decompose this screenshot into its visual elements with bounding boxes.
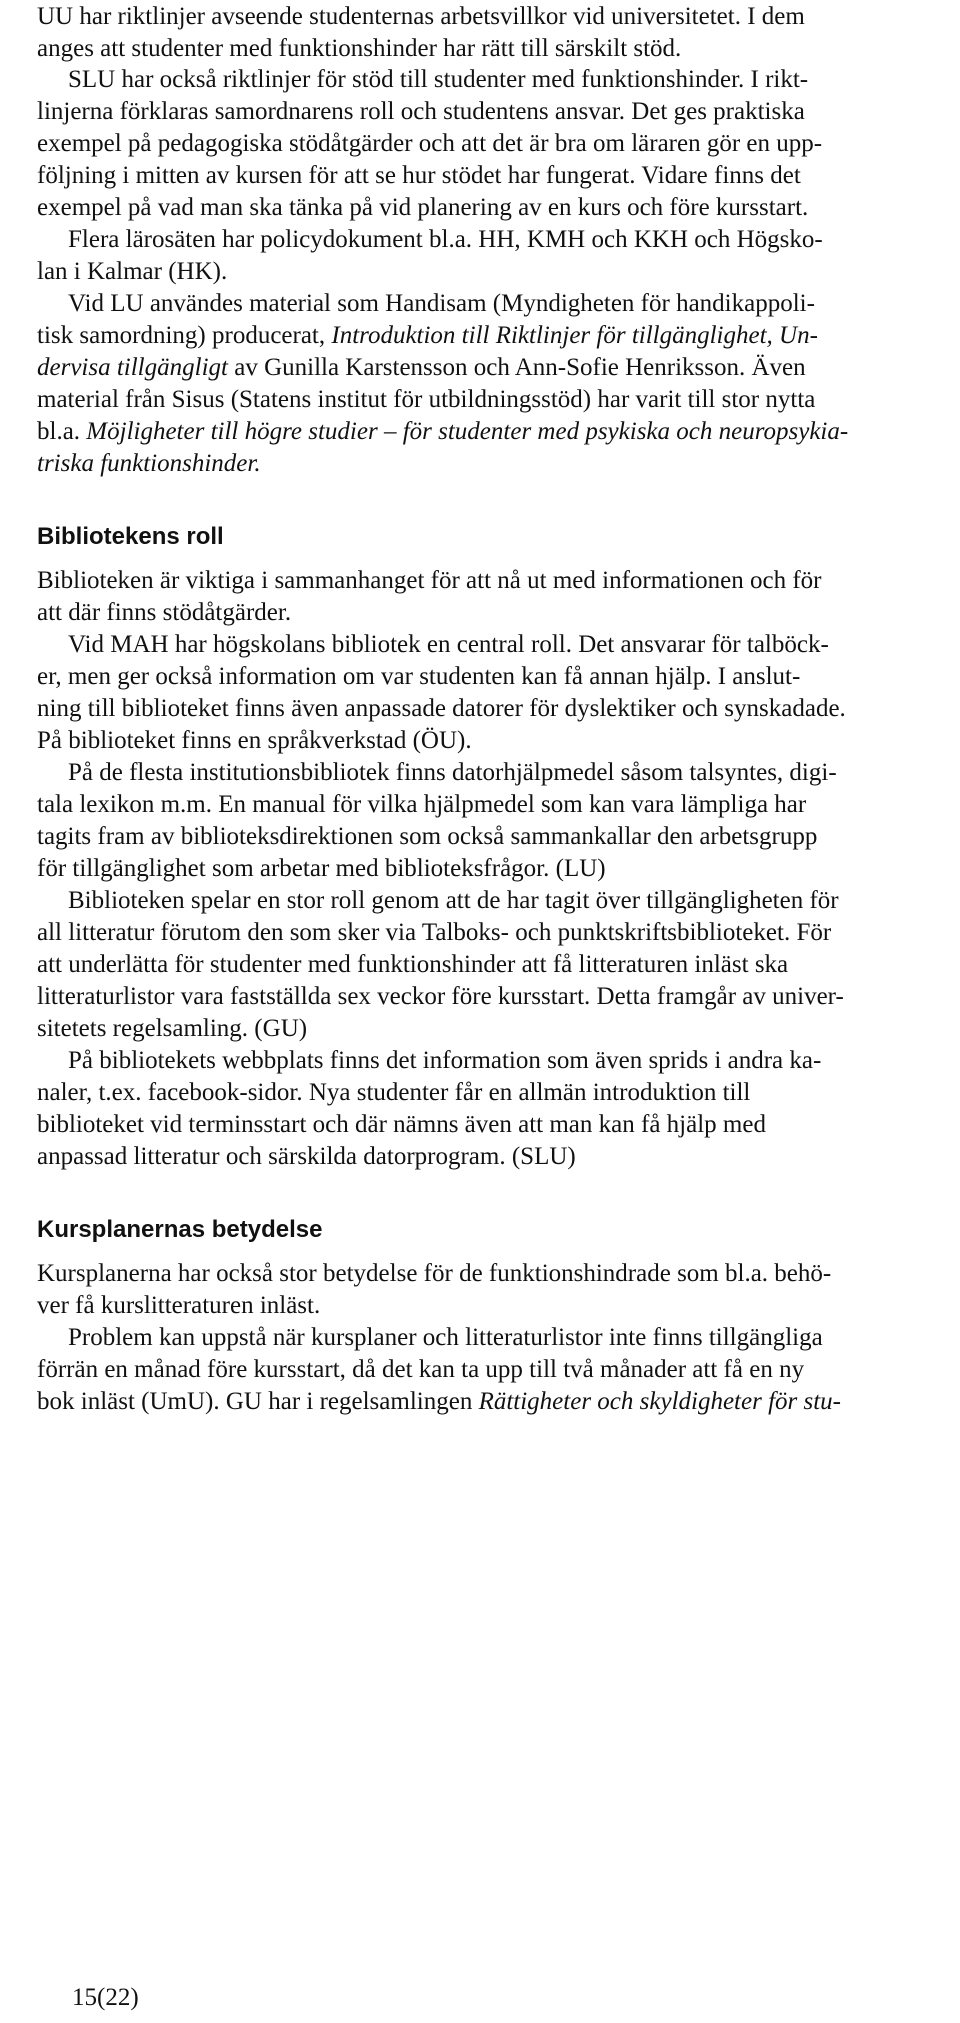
- plain-text: bok inläst (UmU). GU har i regelsamlingen: [37, 1388, 479, 1415]
- section-heading: Bibliotekens roll: [37, 523, 224, 550]
- body-line: anpassad litteratur och särskilda datorprogram. (SLU): [37, 1143, 576, 1170]
- body-line: sitetets regelsamling. (GU): [37, 1015, 308, 1042]
- body-line: Vid LU användes material som Handisam (Myndigheten för handikappoli-: [68, 290, 815, 317]
- body-line: er, men ger också information om var studenten kan få annan hjälp. I anslut-: [37, 663, 801, 690]
- body-line: exempel på pedagogiska stödåtgärder och att det är bra om läraren gör en upp-: [37, 130, 823, 157]
- italic-title: triska funktionshinder.: [37, 450, 261, 477]
- body-line: material från Sisus (Statens institut för utbildningsstöd) har varit till stor nytta: [37, 386, 816, 413]
- body-line: biblioteket vid terminsstart och där nämns även att man kan få hjälp med: [37, 1111, 766, 1138]
- plain-text: tisk samordning) producerat,: [37, 322, 332, 349]
- plain-text: av Gunilla Karstensson och Ann-Sofie Henriksson. Även: [227, 354, 806, 381]
- body-line: Vid MAH har högskolans bibliotek en central roll. Det ansvarar för talböck-: [68, 631, 829, 658]
- body-line: UU har riktlinjer avseende studenternas arbetsvillkor vid universitetet. I dem: [37, 3, 805, 30]
- body-line: [37, 451, 261, 476]
- body-line: Biblioteken är viktiga i sammanhanget för att nå ut med informationen och för: [37, 567, 822, 594]
- page-number: 15(22): [72, 1984, 139, 2011]
- body-line: ning till biblioteket finns även anpassade datorer för dyslektiker och synskadade.: [37, 695, 846, 722]
- body-line: lan i Kalmar (HK).: [37, 258, 228, 285]
- body-line: litteraturlistor vara fastställda sex veckor före kursstart. Detta framgår av univer-: [37, 983, 844, 1010]
- body-line: ver få kurslitteraturen inläst.: [37, 1292, 321, 1319]
- body-line: [37, 355, 806, 380]
- body-line: [37, 1389, 841, 1414]
- body-line: att där finns stödåtgärder.: [37, 599, 292, 626]
- body-line: anges att studenter med funktionshinder har rätt till särskilt stöd.: [37, 35, 682, 62]
- plain-text: bl.a.: [37, 418, 87, 445]
- body-line: Flera lärosäten har policydokument bl.a. HH, KMH och KKH och Högsko-: [68, 226, 823, 253]
- body-line: SLU har också riktlinjer för stöd till studenter med funktionshinder. I rikt-: [68, 66, 809, 93]
- body-line: naler, t.ex. facebook-sidor. Nya studenter får en allmän introduktion till: [37, 1079, 751, 1106]
- body-line: för tillgänglighet som arbetar med biblioteksfrågor. (LU): [37, 855, 606, 882]
- body-line: förrän en månad före kursstart, då det kan ta upp till två månader att få en ny: [37, 1356, 805, 1383]
- body-line: På de flesta institutionsbibliotek finns datorhjälpmedel såsom talsyntes, digi-: [68, 759, 837, 786]
- body-line: På bibliotekets webbplats finns det information som även sprids i andra ka-: [68, 1047, 822, 1074]
- body-line: tagits fram av biblioteksdirektionen som också sammankallar den arbetsgrupp: [37, 823, 818, 850]
- body-line: På biblioteket finns en språkverkstad (ÖU).: [37, 727, 472, 754]
- body-line: all litteratur förutom den som sker via Talboks- och punktskriftsbiblioteket. För: [37, 919, 832, 946]
- body-line: följning i mitten av kursen för att se hur stödet har fungerat. Vidare finns det: [37, 162, 801, 189]
- section-heading: Kursplanernas betydelse: [37, 1216, 323, 1243]
- body-line: linjerna förklaras samordnarens roll och studentens ansvar. Det ges praktiska: [37, 98, 805, 125]
- body-line: att underlätta för studenter med funktionshinder att få litteraturen inläst ska: [37, 951, 789, 978]
- body-line: [37, 419, 848, 444]
- italic-title: Möjligheter till högre studier – för studenter med psykiska och neuropsykia-: [86, 418, 849, 445]
- body-line: exempel på vad man ska tänka på vid planering av en kurs och före kursstart.: [37, 194, 809, 221]
- italic-title: Introduktion till Riktlinjer för tillgänglighet, Un-: [331, 322, 818, 349]
- body-line: Biblioteken spelar en stor roll genom att de har tagit över tillgängligheten för: [68, 887, 839, 914]
- body-line: [37, 323, 818, 348]
- body-line: tala lexikon m.m. En manual för vilka hjälpmedel som kan vara lämpliga har: [37, 791, 807, 818]
- italic-title: dervisa tillgängligt: [37, 354, 228, 381]
- body-line: Problem kan uppstå när kursplaner och litteraturlistor inte finns tillgängliga: [68, 1324, 823, 1351]
- body-line: Kursplanerna har också stor betydelse för de funktionshindrade som bl.a. behö-: [37, 1260, 832, 1287]
- italic-title: Rättigheter och skyldigheter för stu-: [478, 1388, 842, 1415]
